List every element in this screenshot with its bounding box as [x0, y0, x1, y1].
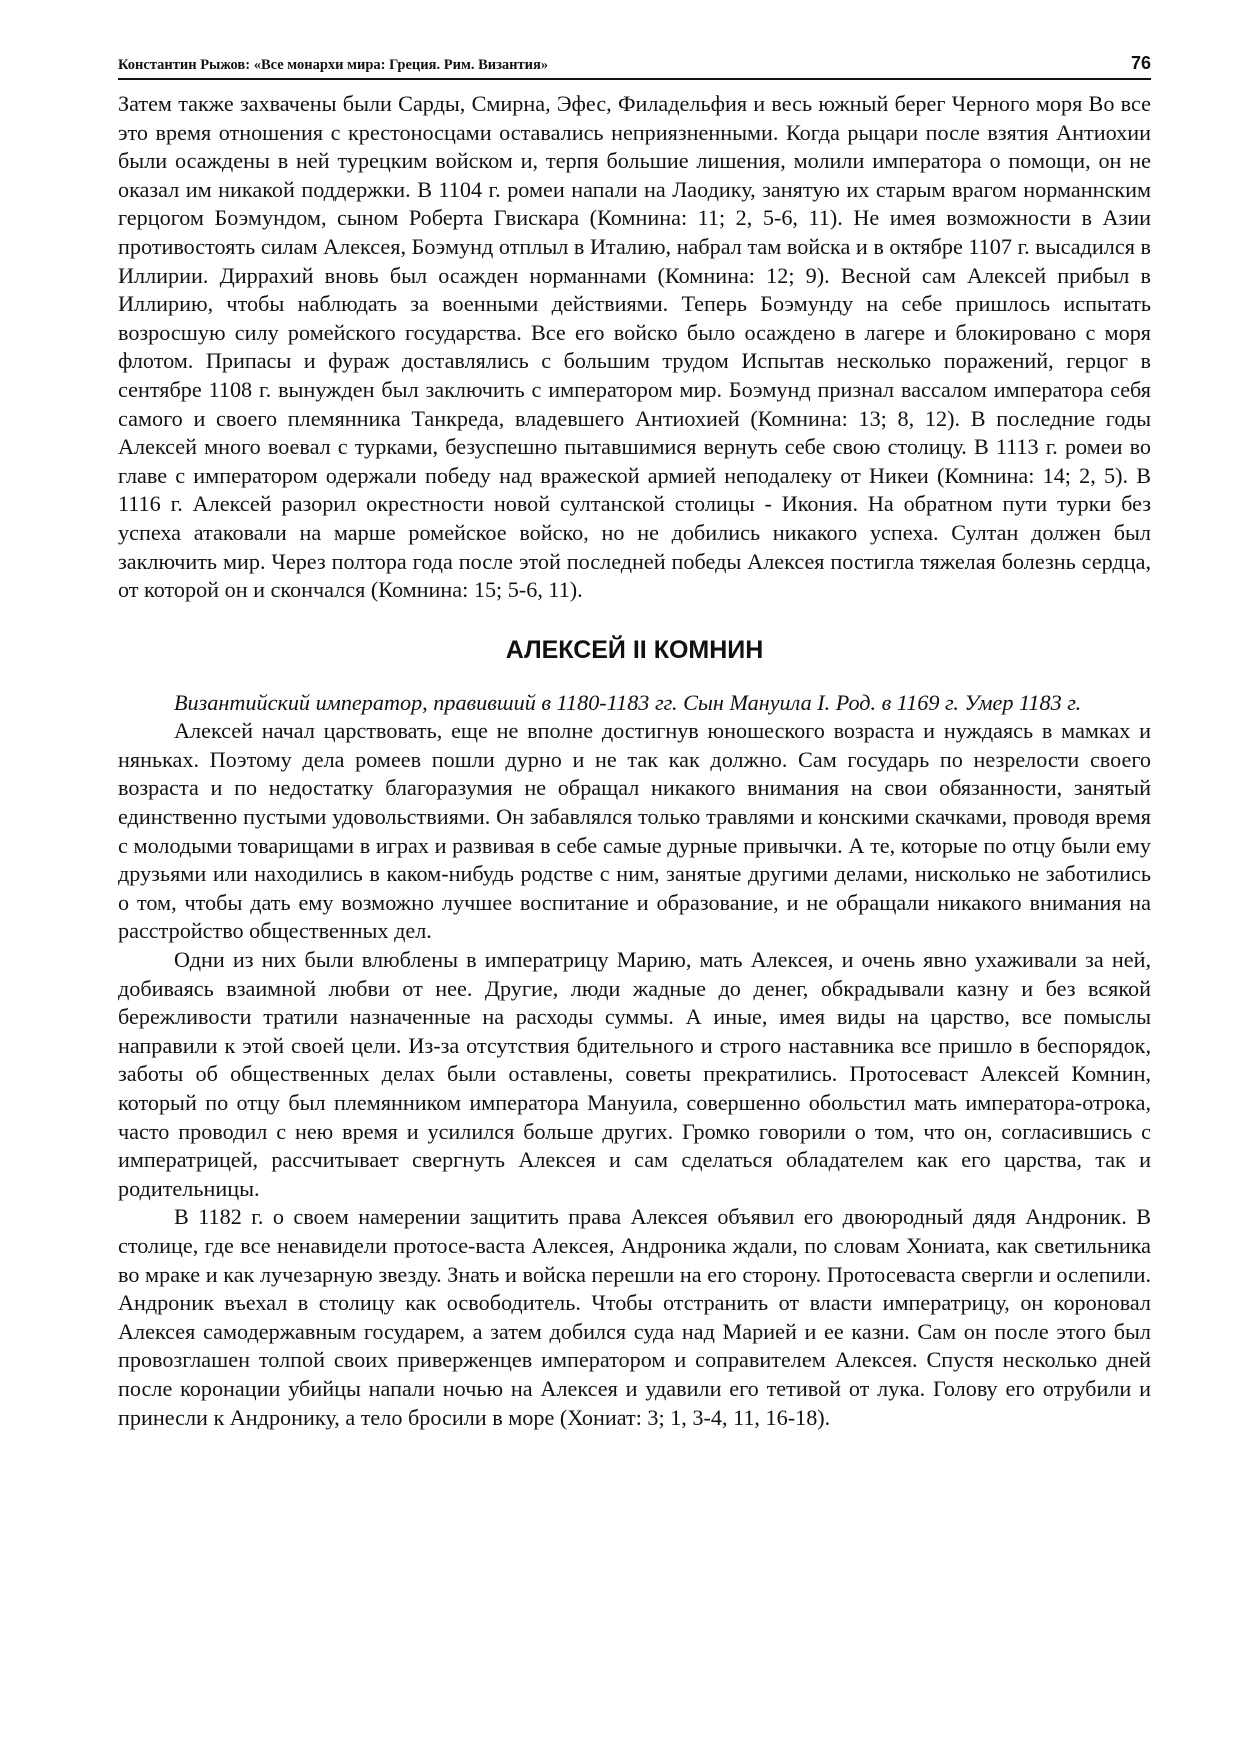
page-number: 76: [1130, 53, 1151, 73]
bio-summary: Византийский император, правивший в 1180-1183 гг. Сын Мануила I. Род. в 1169 г. Умер 1183 г.: [174, 689, 1082, 715]
running-title: Константин Рыжов: «Все монархи мира: Греция. Рим. Византия»: [118, 57, 549, 73]
body-paragraph: В 1182 г. о своем намерении защитить права Алексея объявил его двоюродный дядя Андроник. В столице, где все ненавидели протосе-васта Алексея, Андроника ждали, по словам Хониата, как светильника во мраке и как лучезарную звезду. Знать и войска перешли на его сторону. Протосеваста свергли и ослепили. Андроник въехал в столицу как освободитель. Чтобы отстранить от власти императрицу, он короновал Алексея самодержавным государем, а затем добился суда над Марией и ее казни. Сам он после этого был провозглашен толпой своих приверженцев императором и соправителем Алексея. Спустя несколько дней после коронации убийцы напали ночью на Алексея и удавили его тетивой от лука. Голову его отрубили и принесли к Андронику, а тело бросили в море (Хониат: 3; 1, 3-4, 11, 16-18).: [118, 1204, 1151, 1430]
body-paragraph: Одни из них были влюблены в императрицу Марию, мать Алексея, и очень явно ухаживали за ней, добиваясь взаимной любви от нее. Другие, люди жадные до денег, обкрадывали казну и без всякой бережливости тратили назначенные на расходы суммы. А иные, имея виды на царство, все помыслы направили к этой своей цели. Из-за отсутствия бдительного и строго наставника все пришло в беспорядок, заботы об общественных делах были оставлены, советы прекратились. Протосеваст Алексей Комнин, который по отцу был племянником императора Мануила, совершенно обольстил мать императора-отрока, часто проводил с нею время и усилился больше других. Громко говорили о том, что он, согласившись с императрицей, рассчитывает свергнуть Алексея и сам сделаться обладателем как его царства, так и родительницы.: [118, 947, 1151, 1201]
body-paragraph: Алексей начал царствовать, еще не вполне достигнув юношеского возраста и нуждаясь в мамках и няньках. Поэтому дела ромеев пошли дурно и не так как должно. Сам государь по незрелости своего возраста и по недостатку благоразумия не обращал никакого внимания на свои обязанности, занятый единственно пустыми удовольствиями. Он забавлялся только травлями и конскими скачками, проводя время с молодыми товарищами в играх и развивая в себе самые дурные привычки. А те, которые по отцу были ему друзьями или находились в каком-нибудь родстве с ним, занятые другими делами, нисколько не заботились о том, чтобы дать ему возможно лучшее воспитание и образование, и не обращали никакого внимания на расстройство общественных дел.: [118, 718, 1151, 944]
document-page: [118, 52, 1151, 1432]
page-header: [118, 52, 1151, 80]
intro-paragraph: Затем также захвачены были Сарды, Смирна, Эфес, Филадельфия и весь южный берег Черного моря Во все это время отношения с крестоносцами оставались неприязненными. Когда рыцари после взятия Антиохии были осаждены в ней турецким войском и, терпя большие лишения, молили императора о помощи, он не оказал им никакой поддержки. В 1104 г. ромеи напали на Лаодику, занятую их старым врагом норманнским герцогом Боэмундом, сыном Роберта Гвискара (Комнина: 11; 2, 5-6, 11). Не имея возможности в Азии противостоять силам Алексея, Боэмунд отплыл в Италию, набрал там войска и в октябре 1107 г. высадился в Иллирии. Диррахий вновь был осажден норманнами (Комнина: 12; 9). Весной сам Алексей прибыл в Иллирию, чтобы наблюдать за военными действиями. Теперь Боэмунду на себе пришлось испытать возросшую силу ромейского государства. Все его войско было осаждено в лагере и блокировано с моря флотом. Припасы и фураж доставлялись с большим трудом Испытав несколько поражений, герцог в сентябре 1108 г. вынужден был заключить с императором мир. Боэмунд признал вассалом императора себя самого и своего племянника Танкреда, владевшего Антиохией (Комнина: 13; 8, 12). В последние годы Алексей много воевал с турками, безуспешно пытавшимися вернуть себе свою столицу. В 1113 г. ромеи во главе с императором одержали победу над вражеской армией неподалеку от Никеи (Комнина: 14; 2, 5). В 1116 г. Алексей разорил окрестности новой султанской столицы - Икония. На обратном пути турки без успеха атаковали на марше ромейское войско, но не добились никакого успеха. Султан должен был заключить мир. Через полтора года после этой последней победы Алексея постигла тяжелая болезнь сердца, от которой он и скончался (Комнина: 15; 5-6, 11).: [118, 91, 1151, 603]
section-title: АЛЕКСЕЙ II КОМНИН: [505, 635, 764, 664]
